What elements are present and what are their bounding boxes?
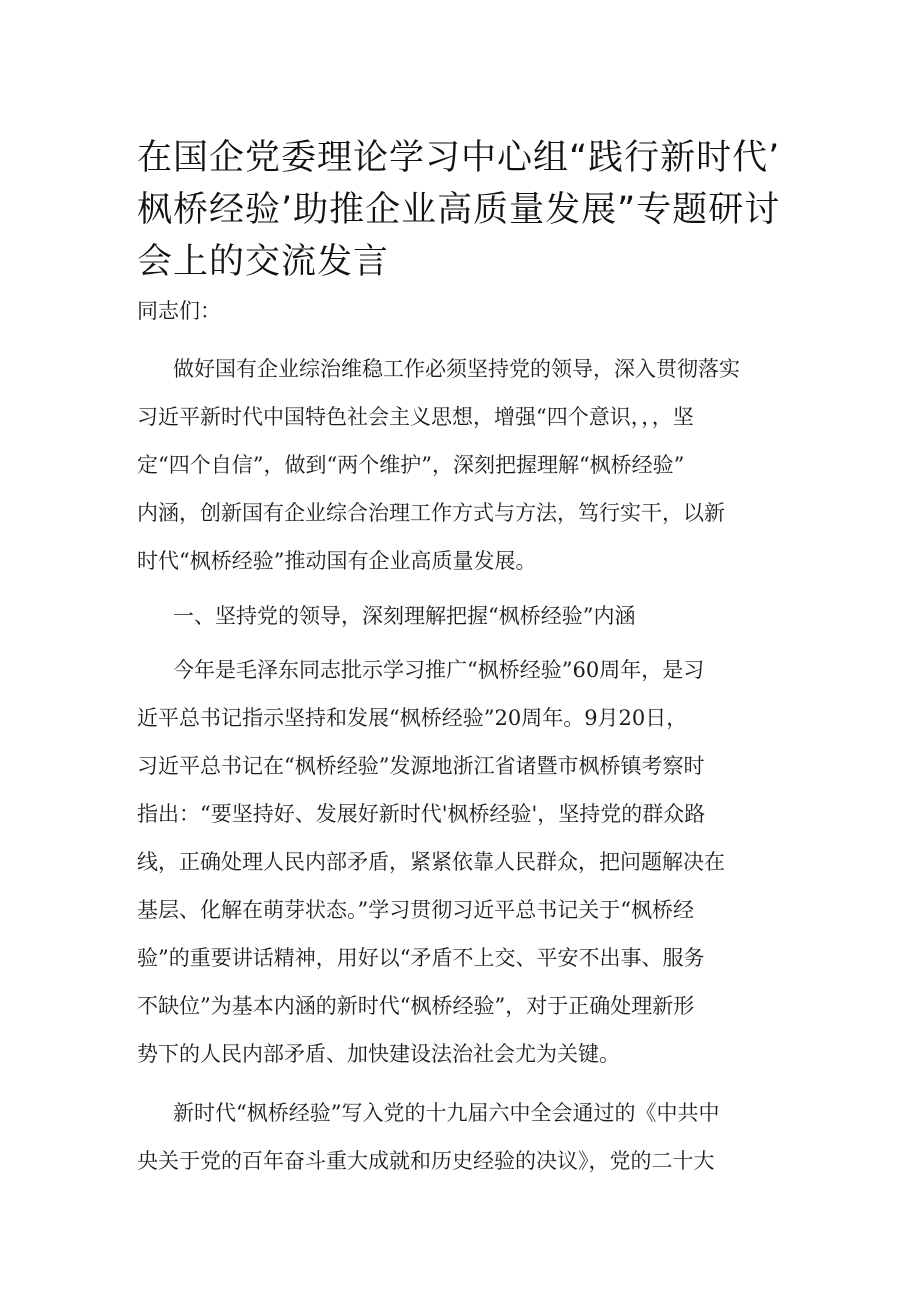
paragraph-section1 — [137, 646, 797, 1078]
text-line: 验”的重要讲话精神，用好以“矛盾不上交、平安不出事、服务 — [137, 946, 705, 970]
title-line: 枫桥经验’助推企业高质量发展”专题研讨 — [137, 190, 781, 230]
title-line: 在国企党委理论学习中心组“践行新时代’ — [137, 138, 781, 178]
text-line: 定“四个自信”，做到“两个维护”，深刻把握理解“枫桥经验” — [137, 453, 685, 477]
text-line: 线，正确处理人民内部矛盾，紧紧依靠人民群众，把问题解决在 — [137, 850, 725, 874]
text-line: 今年是毛泽东同志批示学习推广“枫桥经验”60周年，是习 — [173, 658, 705, 682]
text-line: 做好国有企业综治维稳工作必须坚持党的领导，深入贯彻落实 — [173, 357, 740, 381]
text-line: 指出：“要坚持好、发展好新时代'枫桥经验'，坚持党的群众路 — [137, 802, 706, 826]
text-line: 近平总书记指示坚持和发展“枫桥经验”20周年。9月20日， — [137, 706, 688, 730]
text-line: 央关于党的百年奋斗重大成就和历史经验的决议》，党的二十大 — [137, 1149, 715, 1173]
text-line: 内涵，创新国有企业综合治理工作方式与方法，笃行实干，以新 — [137, 501, 725, 525]
text-line: 时代“枫桥经验”推动国有企业高质量发展。 — [137, 549, 537, 573]
text-line: 势下的人民内部矛盾、加快建设法治社会尤为关键。 — [137, 1042, 620, 1066]
text-line: 不缺位”为基本内涵的新时代“枫桥经验”，对于正确处理新形 — [137, 994, 695, 1018]
text-line: 习近平总书记在“枫桥经验”发源地浙江省诸暨市枫桥镇考察时 — [137, 754, 705, 778]
paragraph-continued — [137, 1089, 797, 1185]
text-line: 基层、化解在萌芽状态。”学习贯彻习近平总书记关于“枫桥经 — [137, 898, 694, 922]
paragraph-intro — [137, 345, 797, 585]
document-title — [137, 132, 797, 288]
section-heading: 一、坚持党的领导，深刻理解把握“枫桥经验”内涵 — [173, 604, 636, 628]
text-line: 新时代“枫桥经验”写入党的十九届六中全会通过的《中共中 — [173, 1101, 720, 1125]
salutation: 同志们： — [137, 299, 221, 323]
title-line: 会上的交流发言 — [137, 242, 390, 282]
text-line: 习近平新时代中国特色社会主义思想，增强“四个意识，，，坚 — [137, 405, 694, 429]
